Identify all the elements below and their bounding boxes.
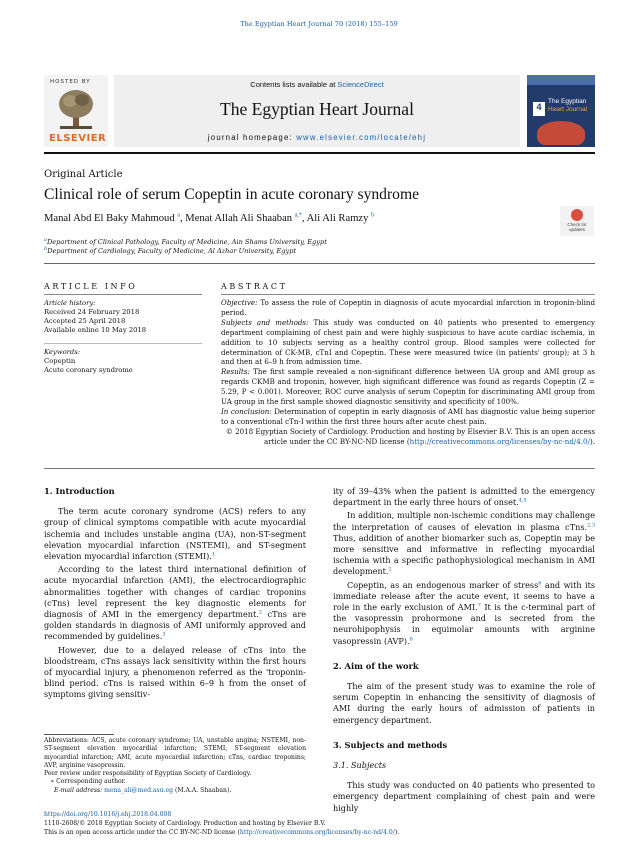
doi-link[interactable]: https://doi.org/10.1016/j.ehj.2018.04.008 <box>44 811 172 818</box>
article-info-heading: ARTICLE INFO <box>44 282 138 291</box>
affiliation-rule <box>44 263 595 264</box>
author-list <box>44 213 374 224</box>
cover-top-band <box>527 75 595 85</box>
paragraph-text: The aim of the present study was to examine the role of serum Copeptin in enhancing the sensitivity of diagnosis of AMI during the early hours of admission of patients in emergency department. <box>333 681 595 725</box>
affiliation-mark: b <box>44 245 48 252</box>
citation-link[interactable]: 7 <box>477 602 481 609</box>
author-name: Manal Abd El Baky Mahmoud <box>44 213 175 224</box>
article-history <box>44 299 204 335</box>
affiliation-mark: a <box>44 236 47 243</box>
section-gap <box>333 649 595 661</box>
citation-link[interactable]: 1 <box>211 551 216 558</box>
citation-link[interactable]: 2,3 <box>587 521 595 528</box>
issn-line: 1110-2608/© 2018 Egyptian Society of Cardiology. Production and hosting by Elsevier B.V. <box>44 820 326 827</box>
history-received: Received 24 February 2018 <box>44 308 140 316</box>
paragraph-text: In addition, multiple non-ischemic conditions may challenge the interpretation of causes of elevation in plasma cTns. <box>333 510 595 532</box>
footnotes <box>44 737 306 795</box>
cover-title-line1: The Egyptian <box>548 98 587 105</box>
crossmark-label-line2: updates <box>568 227 585 233</box>
abstract-methods <box>221 318 595 368</box>
journal-homepage-line <box>114 133 520 142</box>
abstract-objective-label: Objective: <box>221 298 258 307</box>
email-link[interactable]: mena_ali@med.asu.eg <box>104 786 174 794</box>
paragraph-text: ity of 39–43% when the patient is admitted to the emergency department in the early three hours of onset. <box>333 486 595 508</box>
paragraph-text: However, due to a delayed release of cTns into the bloodstream, cTns assays lack sensitivity within the first hours of myocardial injury, a phenomenon referred as the 'troponin-blind period. cTns is raised within 6–9 h from the onset of symptoms giving sensitiv- <box>44 644 306 700</box>
article-type: Original Article <box>44 169 123 180</box>
paragraph <box>44 645 306 701</box>
copyright-license-link[interactable]: http://creativecommons.org/licenses/by-nc-nd/4.0/ <box>409 436 590 446</box>
author-affiliation-mark[interactable]: a,* <box>294 212 302 219</box>
paragraph <box>333 780 595 814</box>
copyright-line2: article under the CC BY-NC-ND license ( <box>263 436 410 446</box>
footnote-corresponding: ∗ Corresponding author. <box>50 778 126 786</box>
abstract-body <box>221 298 595 447</box>
homepage-prefix: journal homepage: <box>207 133 297 142</box>
cover-title-line2: Heart Journal <box>548 106 588 113</box>
copyright-line1: © 2018 Egyptian Society of Cardiology. Production and hosting by Elsevier B.V. This is an open access <box>225 426 595 436</box>
keywords <box>44 348 204 375</box>
citation-link[interactable]: 8 <box>409 635 413 642</box>
abstract-methods-label: Subjects and methods: <box>221 317 309 327</box>
left-column <box>44 486 306 703</box>
abstract-methods-text: This study was conducted on 40 patients who presented to emergency department complaining of chest pain and were highly suspicious to have acute cardiac ischemia, in addition to 10 subjects serving as a healthy control group. Blood samples were collected for determination of CK-MB, cTnI and Copeptin. These were measured twice (in patients' group); at 3 h and then at 6–9 h from admission time. <box>221 317 595 367</box>
author-name: Menat Allah Ali Shaaban <box>185 213 293 224</box>
article-info-rule <box>44 294 202 295</box>
citation-link[interactable]: 2 <box>258 609 262 616</box>
citation-link[interactable]: 3 <box>162 631 166 638</box>
affiliation <box>44 238 327 246</box>
email-label: E-mail address: <box>54 786 105 794</box>
paragraph <box>44 564 306 642</box>
abstract-rule <box>221 294 595 295</box>
abstract-conclusion-label: In conclusion: <box>221 406 272 416</box>
cover-issue-number: 4 <box>533 102 545 116</box>
paragraph-text: It is the c-terminal part of the vasopressin prohormone and is secreted from the neurohipophysis in equimolar amounts with arginine vasopressin (AVP). <box>333 602 595 646</box>
crossmark-label-line1: Check for <box>567 222 587 227</box>
subsection-heading: 3.1. Subjects <box>333 760 387 771</box>
cover-heart-image <box>537 121 585 145</box>
author-affiliation-mark[interactable]: a <box>177 212 180 219</box>
open-access-suffix: ). <box>394 829 400 836</box>
elsevier-tree-icon <box>56 88 96 130</box>
history-accepted: Accepted 25 April 2018 <box>44 317 126 325</box>
paragraph <box>333 510 595 577</box>
affiliation <box>44 247 296 255</box>
keyword: Acute coronary syndrome <box>44 366 133 374</box>
paragraph <box>333 486 595 508</box>
paragraph-text: Thus, addition of another biomarker such as, Copeptin may be more sensitive and informative in reflecting myocardial ischemia with a specific pathophysiological mechanism in AMI development. <box>333 532 595 577</box>
author-separator: , <box>179 213 186 224</box>
abstract-objective-text: To assess the role of Copeptin in diagnosis of acute myocardial infarction in troponin-blind period. <box>221 298 595 317</box>
abstract-conclusion <box>221 407 595 427</box>
footnote-rule <box>44 734 114 735</box>
hosted-by-label: HOSTED BY <box>50 79 91 85</box>
section-gap <box>333 728 595 740</box>
abstract-heading: ABSTRACT <box>221 282 288 291</box>
open-access-line <box>44 829 399 836</box>
paragraph <box>44 506 306 562</box>
affiliation-text: Department of Cardiology, Faculty of Medicine, Al Azhar University, Egypt <box>47 247 297 255</box>
journal-title: The Egyptian Heart Journal <box>220 99 414 119</box>
author-separator: , <box>301 213 307 224</box>
contents-prefix: Contents lists available at <box>250 80 338 89</box>
journal-cover-thumbnail[interactable] <box>527 75 595 147</box>
article-title: Clinical role of serum Copeptin in acute coronary syndrome <box>44 186 420 203</box>
citation-link[interactable]: 2 <box>388 566 392 573</box>
paragraph <box>333 681 595 726</box>
paragraph-text: Copeptin, as an endogenous marker of stress <box>347 579 539 590</box>
elsevier-wordmark: ELSEVIER <box>49 133 107 144</box>
keyword: Copeptin <box>44 357 76 365</box>
section-heading: 3. Subjects and methods <box>333 739 448 750</box>
sciencedirect-link[interactable]: ScienceDirect <box>337 80 384 89</box>
crossmark-icon <box>571 209 583 221</box>
check-for-updates-badge[interactable] <box>560 206 594 236</box>
open-access-prefix: This is an open access article under the CC BY-NC-ND license ( <box>44 829 240 836</box>
history-label: Article history: <box>44 299 96 307</box>
abstract-results <box>221 367 595 407</box>
copyright-suffix: ). <box>589 436 595 446</box>
abstract-results-text: The first sample revealed a non-significant difference between UA group and AMI group as regards CKMB and troponin, however, high significant difference was found as regards Copeptin (Z = 5.29, P < 0.001). Moreover, ROC curve analysis of serum Copeptin for discriminating AMI group from UA group in the first sample showed diagnostic sensitivity and specificity of 100%. <box>221 367 595 407</box>
body-rule <box>44 468 595 469</box>
section-heading: 1. Introduction <box>44 486 115 496</box>
cover-title <box>548 98 592 114</box>
history-online: Available online 10 May 2018 <box>44 326 147 334</box>
open-access-license-link[interactable]: http://creativecommons.org/licenses/by-nc-nd/4.0/ <box>239 829 395 836</box>
paragraph-text: The term acute coronary syndrome (ACS) refers to any group of clinical symptoms compatible with acute myocardial ischemia and includes unstable angina (UA), non-ST-segment elevation myocardial infarction (NSTEMI), and ST-segment elevation myocardial infarction (STEMI). <box>44 506 306 562</box>
author-affiliation-mark[interactable]: b <box>371 212 375 219</box>
contents-available-line <box>114 80 520 89</box>
paragraph-text: cTns are golden standards in diagnosis of AMI uniformly approved and recommended by guidelines. <box>44 609 306 642</box>
keywords-rule <box>44 343 202 344</box>
paragraph-text: This study was conducted on 40 patients who presented to emergency department complaining of chest pain and were highly <box>333 780 595 813</box>
citation-link[interactable]: 6 <box>538 579 542 586</box>
journal-reference[interactable]: The Egyptian Heart Journal 70 (2018) 155–159 <box>240 20 398 28</box>
author-name: Ali Ali Ramzy <box>306 213 369 224</box>
paragraph-text: According to the latest third international definition of acute myocardial infarction (AMI), the electrocardiographic abnormalities together with changes of cardiac troponins (cTns) level represent the key diagnostic elements for diagnosis of AMI in the emergency department. <box>44 564 306 620</box>
email-owner: (M.A.A. Shaaban). <box>173 786 232 794</box>
abstract-copyright <box>221 427 595 447</box>
paragraph-text: and with its immediate release after the acute event, it seems to have a role in the early exclusion of AMI. <box>333 579 595 613</box>
footnote-email <box>44 787 306 795</box>
paragraph <box>333 580 595 647</box>
footnote-abbreviations: Abbreviations: ACS, acute coronary syndrome; UA, unstable angina; NSTEMI, non-ST-segment elevation myocardial infarction; STEMI, ST-segment elevation myocardial infarction; AMI, acute myocardial infarction; cTns, cardiac troponins; AVP, arginine vasopressin. <box>44 737 306 769</box>
header-rule <box>44 152 595 154</box>
footnote-peer-review: Peer review under responsibility of Egyptian Society of Cardiology. <box>44 770 252 778</box>
keywords-label: Keywords: <box>44 348 81 356</box>
homepage-link[interactable]: www.elsevier.com/locate/ehj <box>296 133 427 142</box>
affiliation-text: Department of Clinical Pathology, Faculty of Medicine, Ain Shams University, Egypt <box>46 238 327 246</box>
crossmark-label <box>560 222 594 232</box>
section-heading: 2. Aim of the work <box>333 660 419 671</box>
right-column <box>333 486 595 816</box>
abstract-results-label: Results: <box>221 367 250 377</box>
abstract-conclusion-text: Determination of copeptin in early diagnosis of AMI has diagnostic value being superior to a conventional cTn-I within the first three hours after acute chest pain. <box>221 406 595 426</box>
citation-link[interactable]: 4,5 <box>518 497 527 504</box>
abstract-objective <box>221 298 595 318</box>
